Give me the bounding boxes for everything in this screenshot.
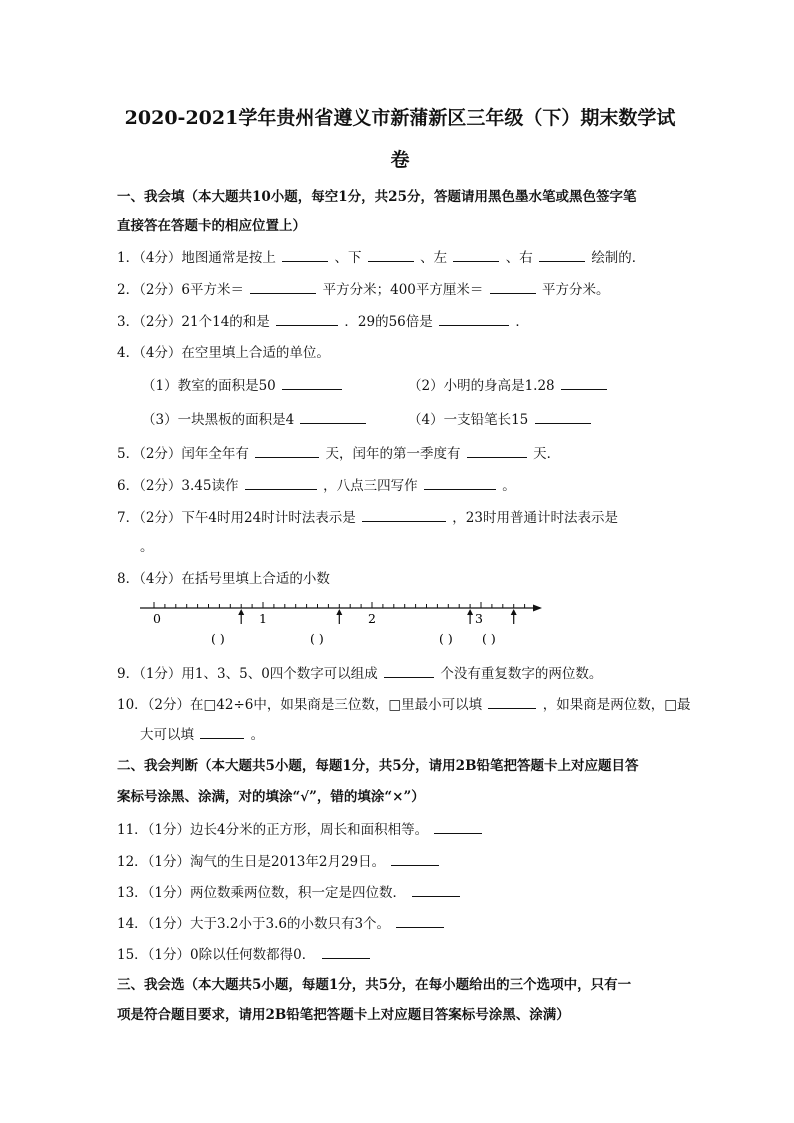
q6-blank-1[interactable] [245,476,317,490]
tick-label-3: 3 [475,611,483,626]
q2-text-a: 2．（2分）6平方米＝ [117,282,245,298]
answer-paren-1[interactable]: ( ) [211,631,225,646]
number-line-arrow-2 [336,609,342,624]
q1-blank-2[interactable] [368,248,414,262]
section3-heading-line2: 项是符合题目要求，请用2B铅笔把答题卡上对应题目答案标号涂黑、涂满） [117,1007,570,1023]
question-14 [117,914,446,933]
q10-line2 [140,725,264,744]
question-5 [117,444,560,463]
q10-blank-1[interactable] [488,695,536,709]
q6-text-a: 6．（2分）3.45读作 [117,478,239,494]
answer-paren-2[interactable]: ( ) [310,631,324,646]
q10-text-a: 10．（2分）在□42÷6中，如果商是三位数，□里最小可以填 [117,697,483,713]
q11-blank[interactable] [434,820,482,834]
q1-blank-4[interactable] [539,248,585,262]
q1-blank-3[interactable] [453,248,499,262]
q4-blank-2[interactable] [561,376,607,390]
q1-blank-1[interactable] [282,248,328,262]
q10-text-b: ，如果商是两位数，□最 [542,697,691,713]
q5-text-a: 5．（2分）闰年全年有 [117,446,249,462]
q6-text-c: 。 [502,478,516,494]
tick-label-0: 0 [153,611,161,626]
tick-label-2: 2 [368,611,376,626]
q3-text-b: ．29的56倍是 [344,314,433,330]
q3-blank-2[interactable] [439,312,509,326]
number-line-arrow-1 [238,609,244,624]
q5-blank-2[interactable] [467,444,527,458]
section1-heading-line1: 一、我会填（本大题共10小题，每空1分，共25分，答题请用黑色墨水笔或黑色签字笔 [117,189,637,205]
q10-text-c: 大可以填 [140,727,194,743]
q9-blank-1[interactable] [384,664,434,678]
question-8: 8．（4分）在括号里填上合适的小数 [117,571,330,587]
q7-text-b: ，23时用普通计时法表示是 [452,510,618,526]
question-4: 4．（4分）在空里填上合适的单位。 [117,345,330,361]
q5-blank-1[interactable] [255,444,319,458]
q3-text-c: ． [515,314,529,330]
q4-sub-3-text: （3）一块黑板的面积是4 [142,412,295,428]
q1-text-e: 绘制的． [591,250,646,266]
q1-text-c: 、左 [420,250,448,266]
q5-text-b: 天，闰年的第一季度有 [325,446,461,462]
number-line-arrow-3 [467,609,473,624]
q2-blank-2[interactable] [490,280,536,294]
number-line-ticks [154,602,525,608]
section2-heading-line2: 案标号涂黑、涂满，对的填涂“√”，错的填涂“×”） [117,789,425,805]
q7-text-a: 7．（2分）下午4时用24时计时法表示是 [117,510,356,526]
q4-blank-4[interactable] [535,410,591,424]
q11-text: 11．（1分）边长4分米的正方形，周长和面积相等。 [117,822,429,838]
section3-heading-line1: 三、我会选（本大题共5小题，每题1分，共5分，在每小题给出的三个选项中，只有一 [117,977,632,993]
q10-text-d: 。 [250,727,265,743]
exam-title-line1: 2020-2021学年贵州省遵义市新蒲新区三年级（下）期末数学试 [124,107,676,129]
q2-text-b: 平方分米；400平方厘米＝ [322,282,484,298]
q7-text-c: 。 [140,539,154,555]
question-3 [117,312,529,331]
q9-text-a: 9．（1分）用1、3、5、0四个数字可以组成 [117,666,378,682]
q5-text-c: 天． [533,446,561,462]
answer-paren-3[interactable]: ( ) [439,631,453,646]
question-7 [117,508,618,527]
q15-blank[interactable] [322,945,370,959]
q6-blank-2[interactable] [424,476,496,490]
number-line-arrow-4 [511,609,517,624]
section1-heading-line2: 直接答在答题卡的相应位置上） [117,218,306,234]
q14-text: 14．（1分）大于3.2小于3.6的小数只有3个。 [117,916,391,932]
q9-text-b: 个没有重复数字的两位数。 [440,666,603,682]
q4-blank-1[interactable] [282,376,342,390]
q1-text-b: 、下 [334,250,362,266]
q4-sub-4-text: （4）一支铅笔长15 [408,412,529,428]
q2-blank-1[interactable] [250,280,316,294]
question-1 [117,248,645,267]
question-6 [117,476,516,495]
q4-sub-2 [408,376,609,395]
question-9 [117,664,602,683]
answer-paren-4[interactable]: ( ) [482,631,496,646]
q13-blank[interactable] [412,883,460,897]
q14-blank[interactable] [396,914,444,928]
exam-title-line2: 卷 [390,149,410,171]
q1-text-a: 1．（4分）地图通常是按上 [117,250,276,266]
q10-blank-2[interactable] [200,725,244,739]
question-15 [117,945,372,964]
number-line [140,596,550,652]
q6-text-b: ，八点三四写作 [323,478,418,494]
q15-text: 15．（1分）0除以任何数都得0． [117,947,316,963]
q4-sub-3 [142,410,368,429]
question-10 [117,695,690,714]
q3-blank-1[interactable] [276,312,338,326]
q4-blank-3[interactable] [300,410,366,424]
question-13 [117,883,462,902]
number-line-arrowhead [533,605,542,612]
question-12 [117,852,441,871]
q1-text-d: 、右 [505,250,533,266]
q7-line2 [140,538,154,556]
q2-text-c: 平方分米。 [542,282,610,298]
q4-sub-4 [408,410,593,429]
q4-sub-1-text: （1）教室的面积是50 [142,378,276,394]
q4-sub-2-text: （2）小明的身高是1.28 [408,378,555,394]
q3-text-a: 3．（2分）21个14的和是 [117,314,270,330]
q12-text: 12．（1分）淘气的生日是2013年2月29日。 [117,854,386,870]
q4-sub-1 [142,376,344,395]
question-11 [117,820,484,839]
q13-text: 13．（1分）两位数乘两位数，积一定是四位数． [117,885,407,901]
q12-blank[interactable] [391,852,439,866]
tick-label-1: 1 [259,611,267,626]
section2-heading-line1: 二、我会判断（本大题共5小题，每题1分，共5分，请用2B铅笔把答题卡上对应题目答 [117,758,639,774]
question-2 [117,280,610,299]
q7-blank-1[interactable] [362,508,446,522]
